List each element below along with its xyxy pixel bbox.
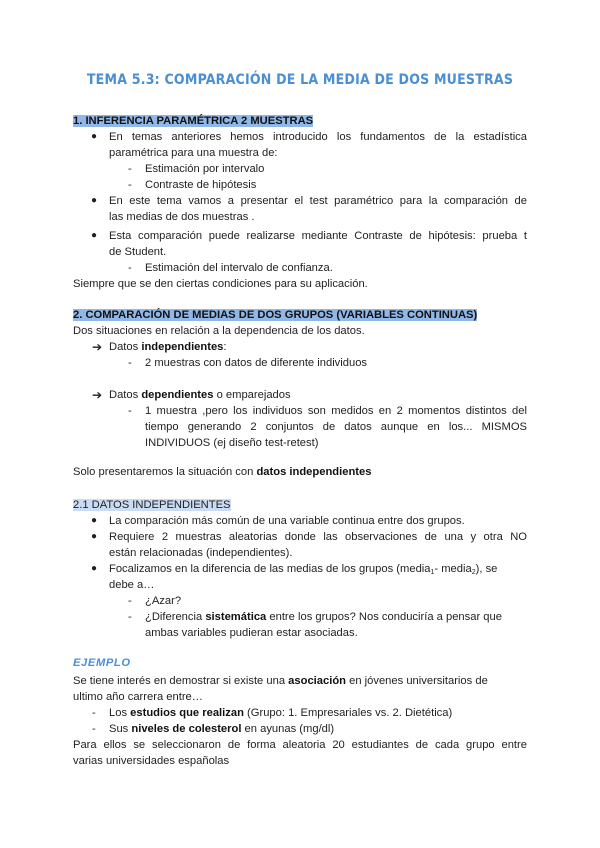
bullet-icon: ● <box>91 563 98 574</box>
s1-sub-item-1: Estimación por intervalo <box>145 163 265 175</box>
bullet-icon: ● <box>91 195 98 206</box>
bullet-icon: ● <box>91 230 98 241</box>
s1-bullet-3-line-1: Esta comparación puede realizarse mediante Contraste de hipótesis: prueba t <box>109 230 527 242</box>
s2-case-dependent-detail-3: INDIVIDUOS (ej diseño test-retest) <box>145 437 319 449</box>
section-2-heading: 2. COMPARACIÓN DE MEDIAS DE DOS GRUPOS (VARIABLES CONTINUAS) <box>73 309 478 321</box>
ejemplo-paragraph-1-line-2: ultimo año carrera entre… <box>73 691 203 703</box>
document-title: TEMA 5.3: COMPARACIÓN DE LA MEDIA DE DOS MUESTRAS <box>86 72 514 88</box>
dash-icon: - <box>128 405 132 417</box>
ejemplo-heading: EJEMPLO <box>73 657 131 669</box>
s2-case-independent-detail: 2 muestras con datos de diferente individuos <box>145 357 368 369</box>
s2-case-dependent: Datos dependientes o emparejados <box>109 389 291 401</box>
dash-icon: - <box>128 262 132 274</box>
dash-icon: - <box>128 595 132 607</box>
s21-bullet-3-line-1: Focalizamos en la diferencia de las medias de los grupos (media$_1$- media$_2$), se <box>109 563 498 576</box>
dash-icon: - <box>128 163 132 175</box>
dash-icon: - <box>92 707 96 719</box>
arrow-icon: ➔ <box>92 340 103 354</box>
s1-bullet-2-line-2: las medias de dos muestras . <box>109 211 255 223</box>
section-1-heading: 1. INFERENCIA PARAMÉTRICA 2 MUESTRAS <box>73 115 314 127</box>
bullet-icon: ● <box>91 515 98 526</box>
s1-closing-text: Siempre que se den ciertas condiciones para su aplicación. <box>73 278 368 290</box>
ejemplo-paragraph-2-line-2: varias universidades españolas <box>73 755 230 767</box>
dash-icon: - <box>128 179 132 191</box>
s1-bullet-1-line-1: En temas anteriores hemos introducido los fundamentos de la estadística <box>109 131 527 143</box>
dash-icon: - <box>92 723 96 735</box>
s1-bullet-3-line-2: de Student. <box>109 246 167 258</box>
s2-case-dependent-detail-1: 1 muestra ,pero los individuos son medidos en 2 momentos distintos del <box>145 405 527 417</box>
ejemplo-paragraph-2-line-1: Para ellos se seleccionaron de forma aleatoria 20 estudiantes de cada grupo entre <box>73 739 527 751</box>
s2-solo-text: Solo presentaremos la situación con datos independientes <box>73 466 372 478</box>
section-2-1-heading: 2.1 DATOS INDEPENDIENTES <box>73 499 231 511</box>
bullet-icon: ● <box>91 531 98 542</box>
s1-bullet-1-line-2: paramétrica para una muestra de: <box>109 147 278 159</box>
s1-sub-item-3: Estimación del intervalo de confianza. <box>145 262 333 274</box>
s2-intro: Dos situaciones en relación a la dependencia de los datos. <box>73 325 365 337</box>
bullet-icon: ● <box>91 131 98 142</box>
arrow-icon: ➔ <box>92 388 103 402</box>
s2-case-independent: Datos independientes: <box>109 341 227 353</box>
s1-sub-item-2: Contraste de hipótesis <box>145 179 257 191</box>
s21-sub-item-1: ¿Azar? <box>145 595 182 607</box>
dash-icon: - <box>128 611 132 623</box>
s21-sub-item-2-line-2: ambas variables pudieran estar asociadas. <box>145 627 358 639</box>
s21-bullet-2-line-1: Requiere 2 muestras aleatorias donde las observaciones de una y otra NO <box>109 531 527 543</box>
dash-icon: - <box>128 357 132 369</box>
s21-sub-item-2: ¿Diferencia sistemática entre los grupos? Nos conduciría a pensar que <box>145 611 502 623</box>
ejemplo-paragraph-1-line-1: Se tiene interés en demostrar si existe una asociación en jóvenes universitarios de <box>73 675 488 687</box>
ejemplo-item-1: Los estudios que realizan (Grupo: 1. Empresariales vs. 2. Dietética) <box>109 707 453 719</box>
s21-bullet-1: La comparación más común de una variable continua entre dos grupos. <box>109 515 465 527</box>
s21-bullet-2-line-2: están relacionadas (independientes). <box>109 547 293 559</box>
s2-case-dependent-detail-2: tiempo generando 2 conjuntos de datos aunque en los... MISMOS <box>145 421 527 433</box>
s1-bullet-2-line-1: En este tema vamos a presentar el test paramétrico para la comparación de <box>109 195 527 207</box>
s21-bullet-3-line-2: debe a… <box>109 579 155 591</box>
ejemplo-item-2: Sus niveles de colesterol en ayunas (mg/dl) <box>109 723 335 735</box>
